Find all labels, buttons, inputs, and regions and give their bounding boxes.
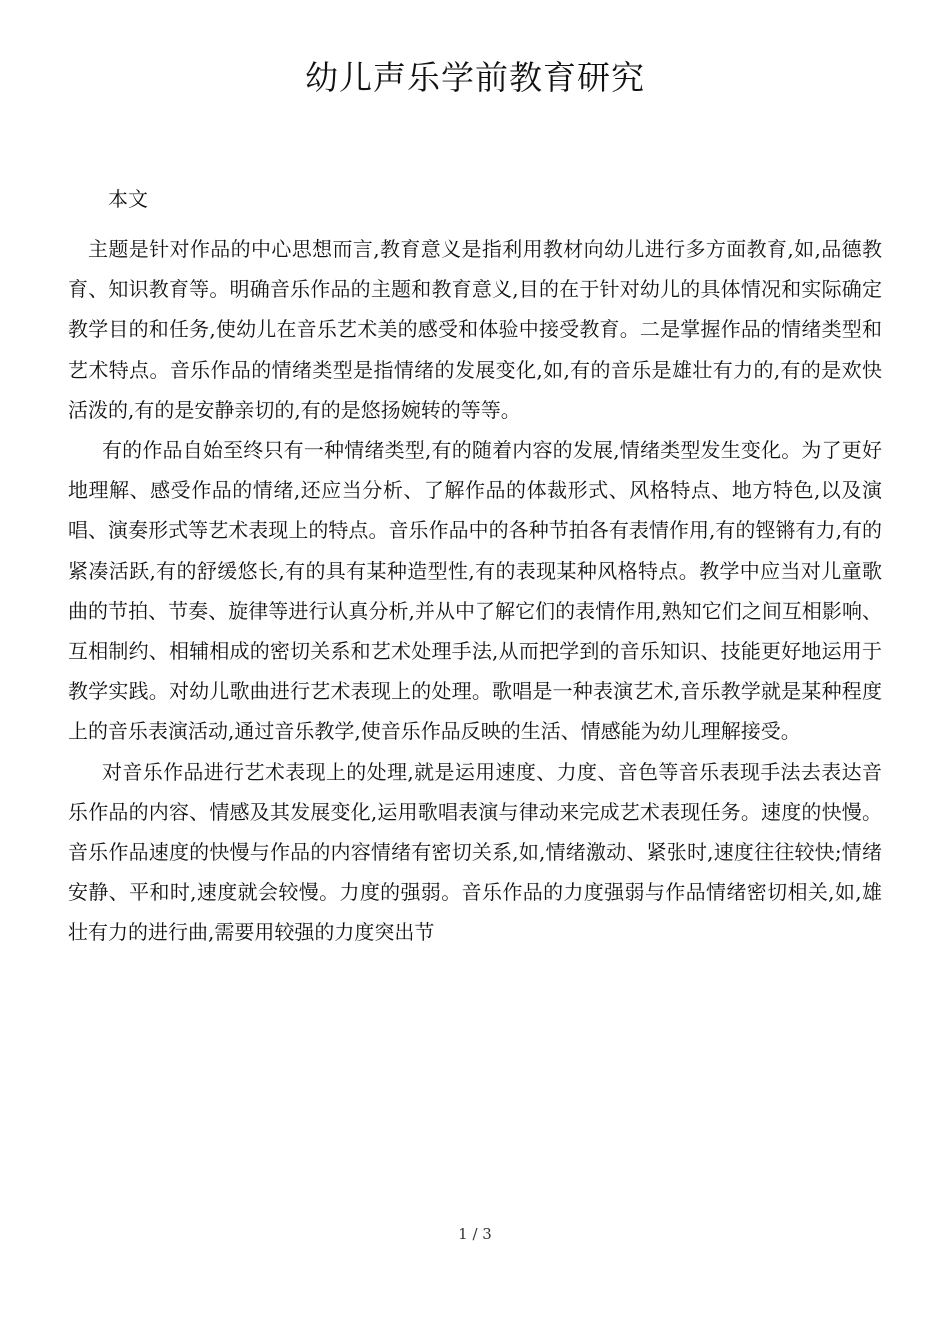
paragraph-1: 主题是针对作品的中心思想而言,教育意义是指利用教材向幼儿进行多方面教育,如,品德教育、知识教育等。明确音乐作品的主题和教育意义,目的在于针对幼儿的具体情况和实际确定教学目的和任务,使幼儿在音乐艺术美的感受和体验中接受教育。二是掌握作品的情绪类型和艺术特点。音乐作品的情绪类型是指情绪的发展变化,如,有的音乐是雄壮有力的,有的是欢快活泼的,有的是安静亲切的,有的是悠扬婉转的等等。 (68, 237, 882, 422)
document-body (68, 229, 882, 953)
document-title: 幼儿声乐学前教育研究 (305, 58, 645, 97)
paragraph-2: 有的作品自始至终只有一种情绪类型,有的随着内容的发展,情绪类型发生变化。为了更好地理解、感受作品的情绪,还应当分析、了解作品的体裁形式、风格特点、地方特色,以及演唱、演奏形式等艺术表现上的特点。音乐作品中的各种节拍各有表情作用,有的铿锵有力,有的紧凑活跃,有的舒缓悠长,有的具有某种造型性,有的表现某种风格特点。教学中应当对儿童歌曲的节拍、节奏、旋律等进行认真分析,并从中了解它们的表情作用,熟知它们之间互相影响、互相制约、相辅相成的密切关系和艺术处理手法,从而把学到的音乐知识、技能更好地运用于教学实践。对幼儿歌曲进行艺术表现上的处理。歌唱是一种表演艺术,音乐教学就是某种程度上的音乐表演活动,通过音乐教学,使音乐作品反映的生活、情感能为幼儿理解接受。 (68, 438, 882, 744)
section-label: 本文 (108, 187, 148, 211)
paragraph-3: 对音乐作品进行艺术表现上的处理,就是运用速度、力度、音色等音乐表现手法去表达音乐作品的内容、情感及其发展变化,运用歌唱表演与律动来完成艺术表现任务。速度的快慢。音乐作品速度的快慢与作品的内容情绪有密切关系,如,情绪激动、紧张时,速度往往较快;情绪安静、平和时,速度就会较慢。力度的强弱。音乐作品的力度强弱与作品情绪密切相关,如,雄壮有力的进行曲,需要用较强的力度突出节 (68, 759, 882, 945)
page-number: 1 / 3 (458, 1225, 492, 1243)
